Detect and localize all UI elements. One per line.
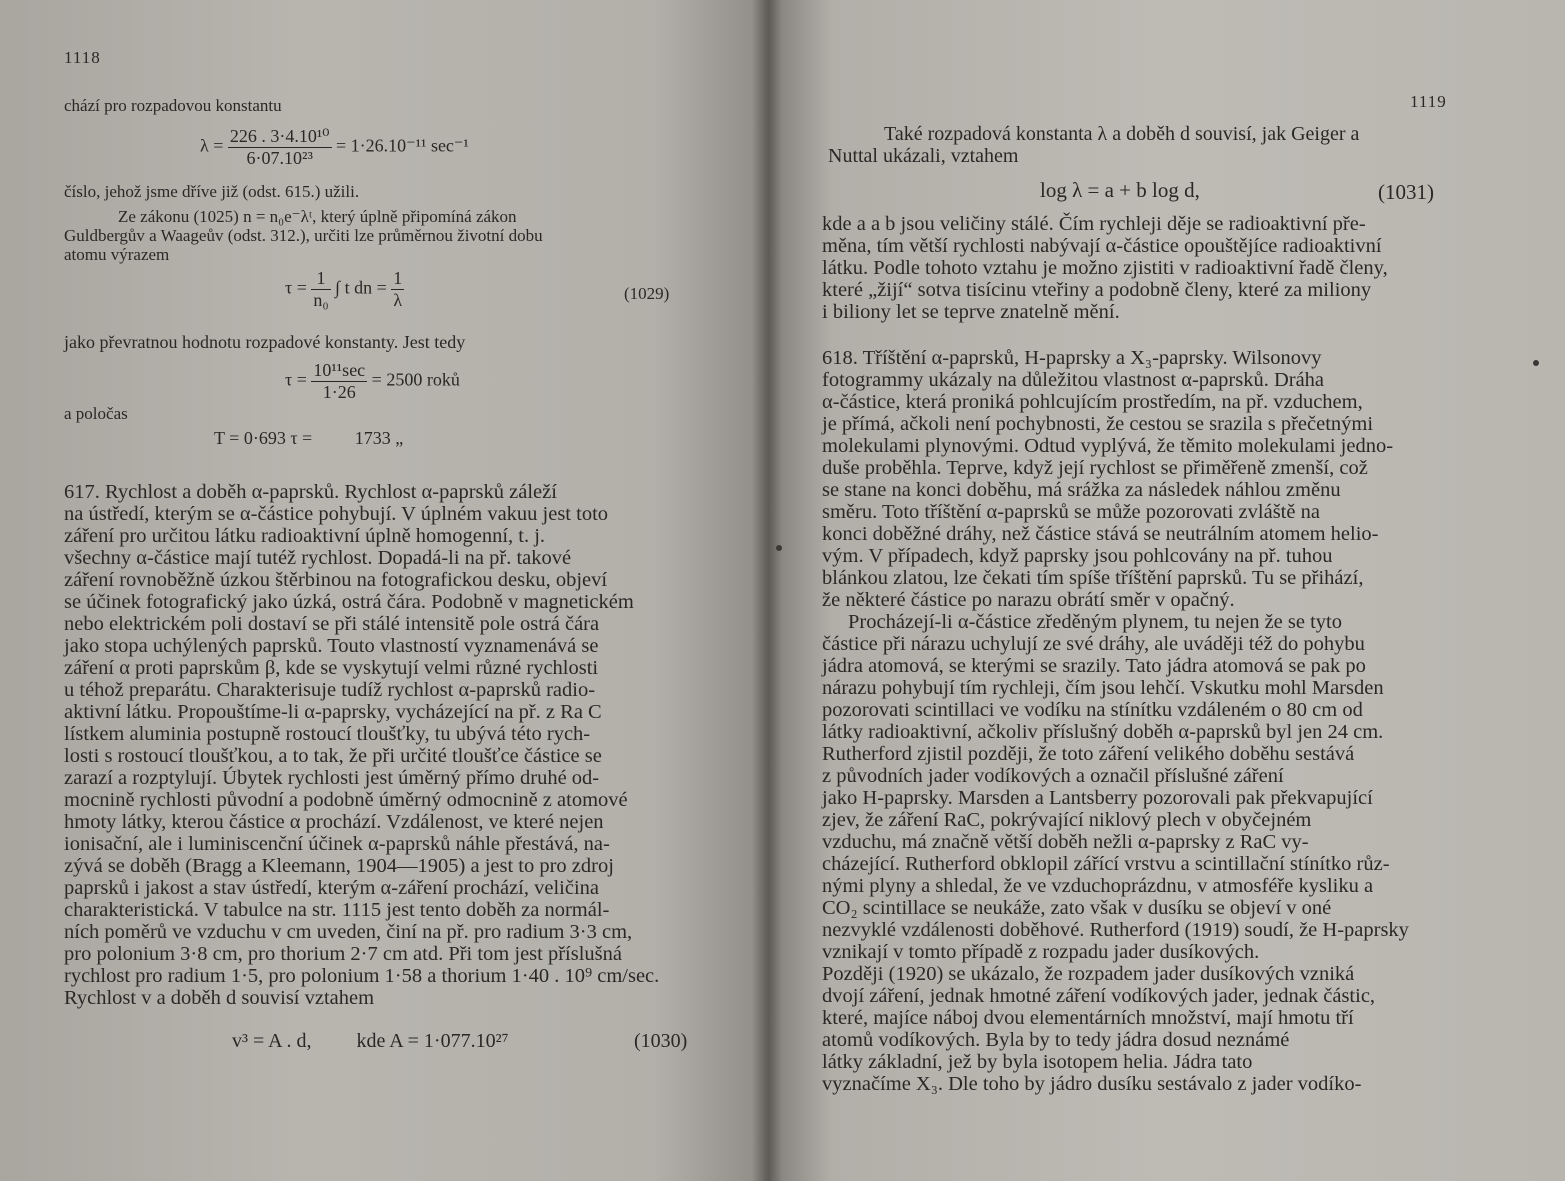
- text-line: zjev, že záření RaC, pokrývající niklový plech v obyčejném: [822, 809, 1312, 831]
- text-line: losti s rostoucí tloušťkou, a to tak, že při určité tloušťce částice se: [64, 745, 602, 767]
- text-line: cházející. Rutherford obklopil zářící vrstvu a scintillační stínítko růz-: [822, 853, 1390, 875]
- text-line: záření α proti paprskům β, kde se vyskytují velmi různé rychlosti: [64, 657, 599, 679]
- intro-line: chází pro rozpadovou konstantu: [64, 96, 282, 115]
- eq-rhs: = 1·26.10⁻¹¹ sec⁻¹: [336, 135, 469, 156]
- text-line: záření rovnoběžně úzkou štěrbinou na fotografickou desku, objeví: [64, 569, 608, 591]
- text-line: atomů vodíkových. Byla by to tedy jádra dosud neznámé: [822, 1029, 1290, 1051]
- text-line: částice při nárazu uchylují ze své dráhy, ale uváději též do pohybu: [822, 633, 1365, 655]
- eq-denominator: λ: [393, 290, 403, 310]
- text-line: ních poměrů ve vzduchu v cm uveden, činí na př. pro radium 3·3 cm,: [64, 921, 633, 943]
- text-line: vým. V případech, když paprsky jsou pohlcovány na př. tuhou: [822, 545, 1333, 567]
- left-page: [0, 0, 768, 1181]
- margin-mark: [1533, 360, 1539, 366]
- eq-fraction: [391, 268, 404, 311]
- text-line: směru. Toto tříštění α-paprsků se může pozorovati zvláště na: [822, 501, 1320, 523]
- page-number-left: 1118: [64, 48, 101, 67]
- eq-fraction: [311, 268, 330, 311]
- text-line: Rutherford zjistil později, že toto záření velikého doběhu sestává: [822, 743, 1355, 765]
- text-line: z původních jader vodíkových a označil příslušné záření: [822, 765, 1284, 787]
- eq-denominator: 6·07.10²³: [246, 148, 313, 168]
- text-line: pro polonium 3·8 cm, pro thorium 2·7 cm atd. Při tom jest příslušná: [64, 943, 622, 965]
- text-line: jako převratnou hodnotu rozpadové konstanty. Jest tedy: [64, 332, 466, 352]
- eq-mid: kde A = 1·077.10²⁷: [356, 1030, 509, 1052]
- text-line: CO₂ scintillace se neukáže, zato však v dusíku se objeví v oné: [822, 897, 1332, 919]
- text-line: Ze zákonu (1025) n = n₀e⁻λᵗ, který úplně připomíná zákon: [118, 207, 517, 226]
- text-line: Rychlost v a doběh d souvisí vztahem: [64, 987, 375, 1009]
- eq-lhs: τ =: [285, 277, 307, 298]
- text-line: na ústředí, kterým se α-částice pohybují. V úplném vakuu jest toto: [64, 503, 609, 525]
- equation-halflife: [214, 428, 403, 449]
- text-line: 618. Tříštění α-paprsků, H-paprsky a X₃-paprsky. Wilsonovy: [822, 347, 1322, 369]
- eq-rhs: 1733 „: [354, 428, 404, 448]
- text-line: kde a a b jsou veličiny stálé. Čím rychleji děje se radioaktivní pře-: [822, 213, 1366, 235]
- eq-fraction: [228, 126, 332, 169]
- text-line: i biliony let se teprve znatelně mění.: [822, 301, 1120, 323]
- text-line: látku. Podle tohoto vztahu je možno zjistiti v radioaktivní řadě členy,: [822, 257, 1388, 279]
- equation-number: (1029): [624, 284, 670, 303]
- right-page: [768, 0, 1565, 1181]
- text-line: které, majíce náboj dvou elementárních množství, mají hmotu tří: [822, 1007, 1354, 1029]
- text-line: látky základní, jež by byla isotopem helia. Jádra tato: [822, 1051, 1253, 1073]
- eq-lhs: λ =: [200, 135, 224, 156]
- text-line: jako stopa uchýlených paprsků. Touto vlastností vyznamenává se: [64, 635, 599, 657]
- text-line: Později (1920) se ukázalo, že rozpadem jader dusíkových vzniká: [822, 963, 1355, 985]
- text-line: vzduchu, má značně větší doběh nežli α-paprsky z RaC vy-: [822, 831, 1309, 853]
- text-line: hmoty látky, kterou částice α prochází. Vzdálenost, ve které nejen: [64, 811, 604, 833]
- text-line: pozorovati scintillaci ve vodíku na stínítku vzdáleném o 80 cm od: [822, 699, 1363, 721]
- eq-numerator: 226 . 3·4.10¹⁰: [229, 126, 330, 146]
- equation-range: [232, 1030, 509, 1053]
- eq-denominator: 1·26: [322, 382, 356, 402]
- eq-lhs: τ =: [285, 369, 307, 390]
- text-line: charakteristická. V tabulce na str. 1115 jest tento doběh za normál-: [64, 899, 610, 921]
- eq-rhs: = 2500 roků: [371, 369, 460, 390]
- text-line: lístkem aluminia postupně rostoucí tloušťky, tu ubývá této rych-: [64, 723, 591, 745]
- text-line: že některé částice po narazu obrátí směr v opačný.: [822, 589, 1235, 611]
- text-line: dvojí záření, jednak hmotné záření vodíkových jader, jednak částic,: [822, 985, 1376, 1007]
- eq-integral: ∫ t dn =: [335, 277, 387, 298]
- text-line: rychlost pro radium 1·5, pro polonium 1·58 a thorium 1·40 . 10⁹ cm/sec.: [64, 965, 660, 987]
- page-number-right: 1119: [1410, 92, 1447, 111]
- text-line: Nuttal ukázali, vztahem: [828, 145, 1019, 167]
- eq-numerator: 1: [311, 268, 330, 290]
- text-line: se účinek fotografický jako úzká, ostrá čára. Podobně v magnetickém: [64, 591, 634, 613]
- text-line: látky radioaktivní, ačkoliv příslušný doběh α-paprsků byl jen 24 cm.: [822, 721, 1384, 743]
- text-line: záření pro určitou látku radioaktivní úplně homogenní, t. j.: [64, 525, 546, 547]
- text-line: nými plyny a shledal, že ve vzduchoprázdnu, v atmosféře kysliku a: [822, 875, 1374, 897]
- text-line: všechny α-částice mají tutéž rychlost. Dopadá-li na př. takové: [64, 547, 572, 569]
- text-line: u téhož preparátu. Charakterisuje tudíž rychlost α-paprsků radio-: [64, 679, 596, 701]
- text-line: konci doběžné dráhy, než částice stává se neutrálním atomem helio-: [822, 523, 1379, 545]
- text-line: nárazu pohybují tím rychleji, čím jsou lehčí. Vskutku mohl Marsden: [822, 677, 1384, 699]
- text-line: zarazí a rozptylují. Úbytek rychlosti jest úměrný přímo druhé od-: [64, 767, 600, 789]
- text-line: paprsků i jakost a stav ústředí, kterým α-záření prochází, veličina: [64, 877, 600, 899]
- text-line: a poločas: [64, 404, 128, 423]
- eq-fraction: [311, 360, 367, 403]
- eq-lhs: v³ = A . d,: [232, 1030, 312, 1052]
- eq-numerator: 10¹¹sec: [313, 360, 366, 380]
- equation-tau-value: [285, 360, 460, 403]
- equation-lambda: [200, 126, 469, 169]
- book-gutter: [752, 0, 782, 1181]
- equation-tau: [285, 268, 404, 311]
- text-line: 617. Rychlost a doběh α-paprsků. Rychlost α-paprsků záleží: [64, 481, 557, 503]
- text-line: se stane na konci doběhu, má srážka za následek náhlou změnu: [822, 479, 1341, 501]
- text-line: mocnině rychlosti původní a podobně úměrný odmocnině z atomové: [64, 789, 628, 811]
- text-line: číslo, jehož jsme dříve již (odst. 615.) užili.: [64, 182, 360, 201]
- eq-numerator: 1: [393, 268, 403, 288]
- text-line: α-částice, která proniká pohlcujícím prostředím, na př. vzduchem,: [822, 391, 1363, 413]
- text-line: zývá se doběh (Bragg a Kleemann, 1904—1905) a jest to pro zdroj: [64, 855, 614, 877]
- text-line: jádra atomová, se kterými se srazily. Tato jádra atomová se pak po: [822, 655, 1366, 677]
- text-line: Také rozpadová konstanta λ a doběh d souvisí, jak Geiger a: [884, 123, 1360, 145]
- equation-number: (1031): [1378, 180, 1434, 204]
- text-line: jako H-paprsky. Marsden a Lantsberry pozorovali pak překvapující: [822, 787, 1373, 809]
- text-line: ionisační, ale i luminiscenční účinek α-paprsků náhle přestává, na-: [64, 833, 610, 855]
- text-line: Procházejí-li α-částice zředěným plynem, tu nejen že se tyto: [848, 611, 1343, 633]
- text-line: nebo elektrickém poli dostaví se při stálé intensitě pole ostrá čára: [64, 613, 600, 635]
- text-line: blánkou zlatou, lze čekati tím spíše tříštění paprsků. Tu se přihází,: [822, 567, 1364, 589]
- equation-number: (1030): [634, 1030, 688, 1052]
- equation-geiger-nuttall: log λ = a + b log d,: [1040, 178, 1200, 202]
- text-line: měna, tím větší rychlosti nabývají α-částice opouštějíce radioaktivní: [822, 235, 1382, 257]
- text-line: vyznačíme X₃. Dle toho by jádro dusíku sestávalo z jader vodíko-: [822, 1073, 1362, 1095]
- text-line: nezvyklé vzdálenosti doběhové. Rutherford (1919) soudí, že H-paprsky: [822, 919, 1409, 941]
- text-line: je přímá, ačkoli není pochybnosti, že cestou se srazila s přečetnými: [822, 413, 1374, 435]
- eq-lhs: T = 0·693 τ =: [214, 428, 313, 448]
- text-line: atomu výrazem: [64, 245, 170, 264]
- text-line: vznikají v tomto případě z rozpadu jader dusíkových.: [822, 941, 1260, 963]
- text-line: fotogrammy ukázaly na důležitou vlastnost α-paprsků. Dráha: [822, 369, 1325, 391]
- text-line: aktivní látku. Propouštíme-li α-paprsky, vycházející na př. z Ra C: [64, 701, 602, 723]
- text-line: molekulami plynovými. Odtud vyplývá, že těmito molekulami jedno-: [822, 435, 1394, 457]
- text-line: které „žijí“ sotva tisícinu vteřiny a podobně členy, které za miliony: [822, 279, 1372, 301]
- eq-denominator: n₀: [313, 290, 329, 310]
- text-line: Guldbergův a Waageův (odst. 312.), určiti lze průměrnou životní dobu: [64, 226, 543, 245]
- text-line: duše proběhla. Teprve, když její rychlost se přiměřeně zmenší, což: [822, 457, 1368, 479]
